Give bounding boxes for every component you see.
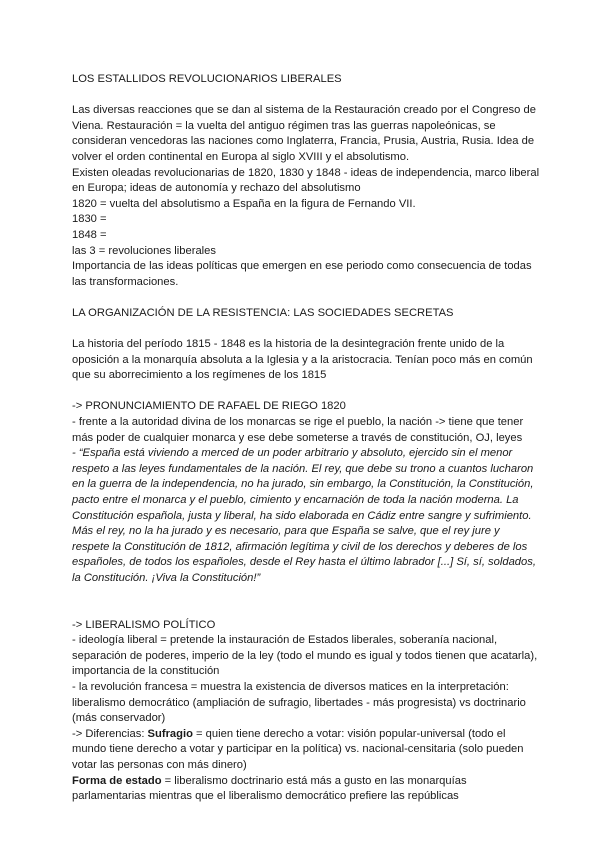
liberalismo-forma-estado <box>72 774 540 805</box>
intro-line-las3: las 3 = revoluciones liberales <box>72 244 216 257</box>
diferencias-prefix: -> Diferencias: <box>72 727 148 740</box>
liberalismo-point-ideologia: - ideología liberal = pretende la instauración de Estados liberales, soberanía nacional, separación de poderes, imperio de la ley (todo el mundo es igual y todos tienen que acatarla), importancia de la constitución <box>72 634 538 678</box>
document-title: LOS ESTALLIDOS REVOLUCIONARIOS LIBERALES <box>72 73 342 85</box>
intro-paragraph-2: Existen oleadas revolucionarias de 1820, 1830 y 1848 - ideas de independencia, marco liberal en Europa; ideas de autonomía y rechazo del absolutismo <box>72 166 540 195</box>
liberalismo-heading: -> LIBERALISMO POLÍTICO <box>72 618 216 631</box>
riego-point: - frente a la autoridad divina de los monarcas se rige el pueblo, la nación -> tiene que tener más poder de cualquier monarca y ese debe someterse a través de constitución, OJ, leyes <box>72 416 524 444</box>
intro-line-1848: 1848 = <box>72 228 107 241</box>
liberalismo-point-revolucion: - la revolución francesa = muestra la existencia de diversos matices en la interpretación: liberalismo democrático (ampliación de sufragio, libertades - más progresista) vs doctrinario (más conservador) <box>72 680 526 725</box>
intro-line-1830: 1830 = <box>72 213 107 226</box>
sufragio-definition: = quien tiene derecho a votar: visión popular-universal (todo el mundo tiene derecho a votar y participar en la política) vs. nacional-censitaria (solo pueden votar las personas con más dinero) <box>72 727 524 771</box>
intro-line-1820: 1820 = vuelta del absolutismo a España en la figura de Fernando VII. <box>72 197 416 210</box>
section-paragraph-historia: La historia del período 1815 - 1848 es la historia de la desintegración frente unido de la oposición a la monarquía absoluta a la Iglesia y a la aristocracia. Tenían poco más en común que su aborrecimiento a los regímenes de los 1815 <box>72 338 533 382</box>
riego-quote: - “España está viviendo a merced de un poder arbitrario y absoluto, ejercido sin el menor respeto a las leyes fundamentales de la nación. El rey, que debe su trono a cuantos lucharon en la guerra de la independencia, no ha jurado, sin embargo, la Constitución, la Constitución, pacto entre el monarca y el pueblo, cimiento y encarnación de toda la nación moderna. La Constitución española, justa y liberal, ha sido elaborada en Cádiz entre sangre y sufrimiento. Más el rey, no la ha jurado y es necesario, para que España se salve, que el rey jure y respete la Constitución de 1812, afirmación legítima y civil de los derechos y deberes de los españoles, de todos los españoles, desde el Rey hasta el último labrador [...] Sí, sí, soldados, la Constitución. ¡Viva la Constitución!” <box>72 447 536 584</box>
sufragio-term: Sufragio <box>147 727 193 740</box>
forma-estado-term: Forma de estado <box>72 774 162 787</box>
intro-paragraph-importancia: Importancia de las ideas políticas que emergen en ese periodo como consecuencia de todas las transformaciones. <box>72 260 532 288</box>
liberalismo-diferencias <box>72 727 540 774</box>
section-heading-sociedades: LA ORGANIZACIÓN DE LA RESISTENCIA: LAS SOCIEDADES SECRETAS <box>72 306 454 319</box>
forma-estado-definition: = liberalismo doctrinario está más a gusto en las monarquías parlamentarias mientras que el liberalismo democrático prefiere las repúblicas <box>72 774 467 803</box>
document-body <box>72 72 540 805</box>
intro-paragraph-1: Las diversas reacciones que se dan al sistema de la Restauración creado por el Congreso de Viena. Restauración = la vuelta del antiguo régimen tras las guerras napoleónicas, se consideran vencedoras las naciones como Inglaterra, Francia, Prusia, Austria, Rusia. Idea de volver el orden continental en Europa al siglo XVIII y el absolutismo. <box>72 104 536 163</box>
riego-heading: -> PRONUNCIAMIENTO DE RAFAEL DE RIEGO 1820 <box>72 400 346 413</box>
